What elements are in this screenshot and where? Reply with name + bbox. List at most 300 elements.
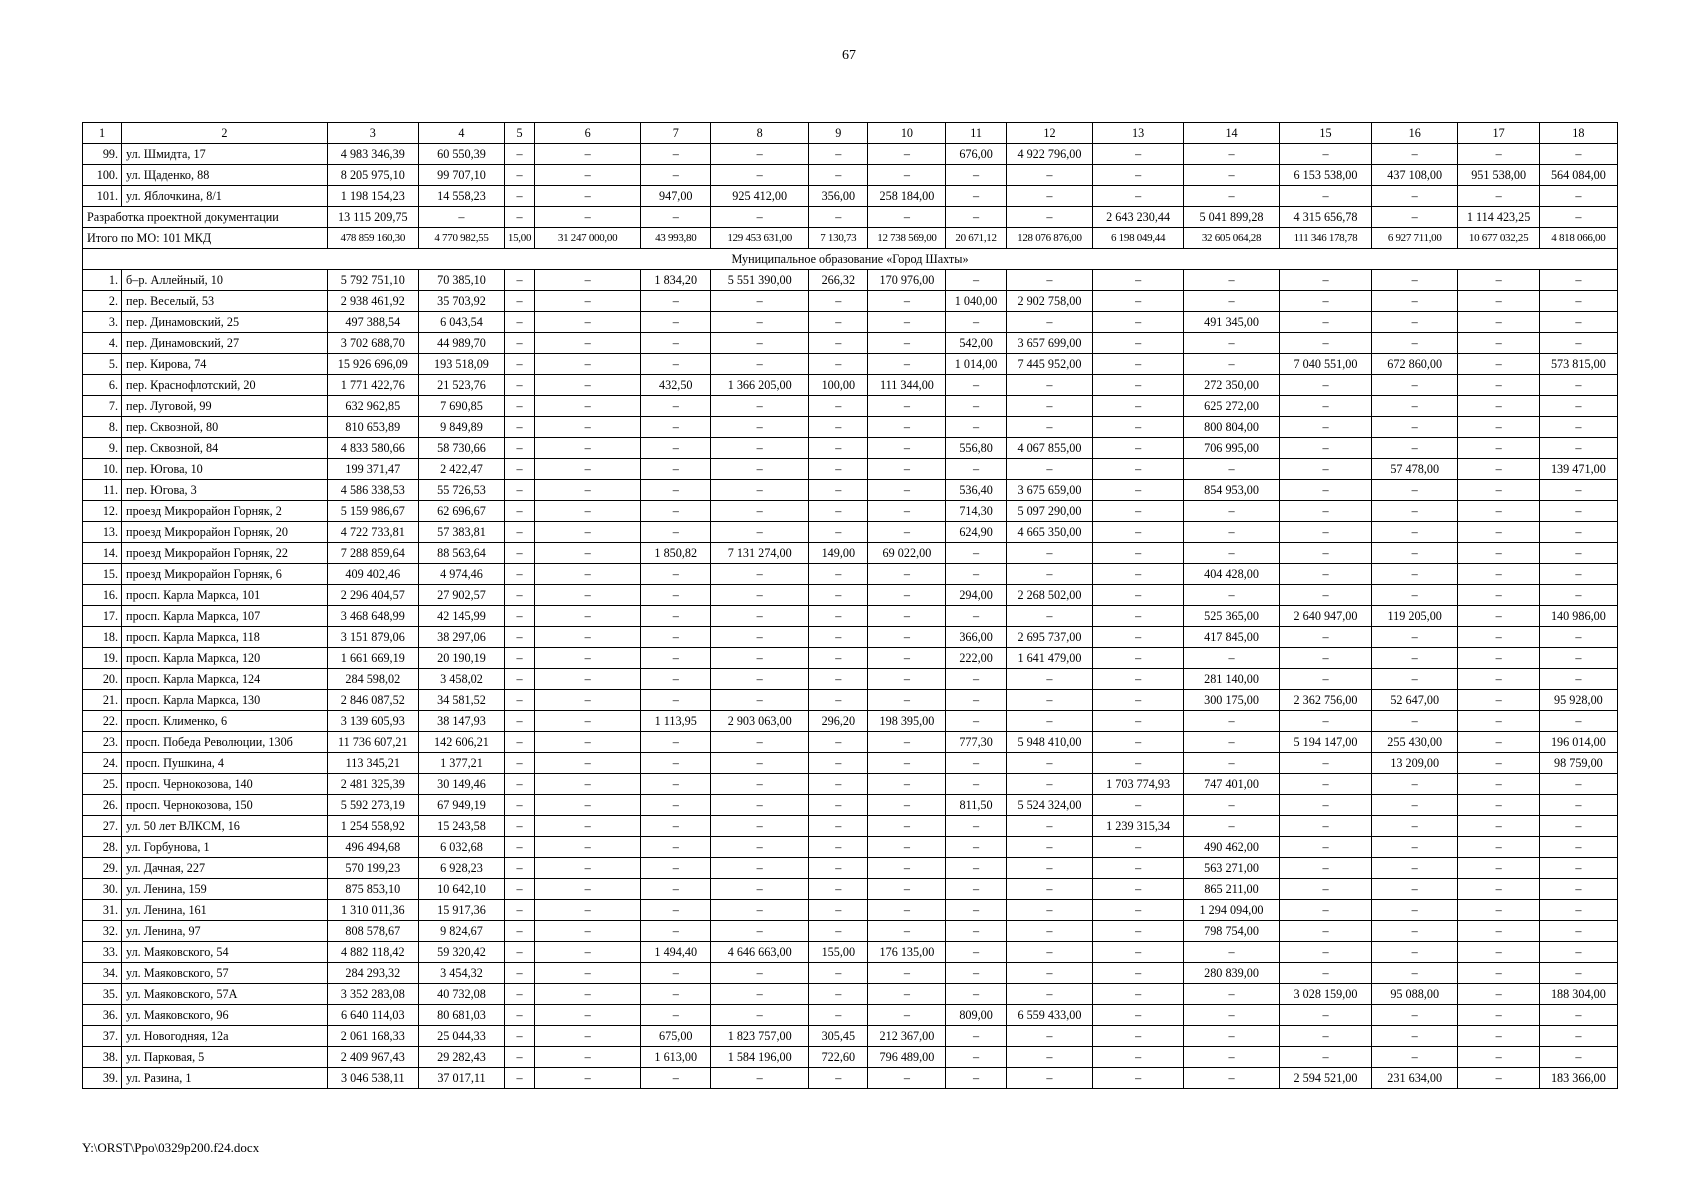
table-cell: 212 367,00 [868,1026,946,1047]
table-cell: 7 [641,123,711,144]
table-cell: 2 061 168,33 [327,1026,418,1047]
table-cell: – [711,585,809,606]
table-cell: – [505,144,535,165]
table-cell: 491 345,00 [1184,312,1280,333]
table-cell: – [1458,816,1539,837]
table-cell: – [1539,816,1617,837]
table-cell: 30. [83,879,122,900]
table-cell: 404 428,00 [1184,564,1280,585]
table-cell: – [809,921,868,942]
table-cell: – [505,984,535,1005]
table-cell: – [1280,564,1372,585]
table-cell: – [1093,333,1184,354]
table-cell: 30 149,46 [418,774,505,795]
table-cell: 155,00 [809,942,868,963]
table-cell: – [946,816,1006,837]
table-cell: 42 145,99 [418,606,505,627]
table-cell: 6 640 114,03 [327,1005,418,1026]
table-cell: – [641,480,711,501]
table-cell: – [1458,858,1539,879]
table-cell: 15 243,58 [418,816,505,837]
page-number: 67 [842,48,856,63]
table-cell: 675,00 [641,1026,711,1047]
table-cell: 409 402,46 [327,564,418,585]
table-cell: – [1371,942,1458,963]
table-row [83,984,1618,1005]
table-cell: – [711,732,809,753]
table-cell: – [505,963,535,984]
table-cell: – [1371,291,1458,312]
table-cell: – [711,753,809,774]
table-cell: – [1093,144,1184,165]
table-cell: проезд Микрорайон Горняк, 6 [122,564,328,585]
table-cell: – [534,900,641,921]
table-cell: – [868,879,946,900]
table-cell: – [809,648,868,669]
table-cell: – [641,753,711,774]
table-cell: – [809,984,868,1005]
table-cell: 747 401,00 [1184,774,1280,795]
table-cell: просп. Карла Маркса, 107 [122,606,328,627]
table-cell: 111 344,00 [868,375,946,396]
table-cell: 3 046 538,11 [327,1068,418,1089]
table-cell: – [1539,543,1617,564]
table-cell: – [1280,1005,1372,1026]
table-cell: – [534,459,641,480]
table-row [83,858,1618,879]
table-cell: – [946,459,1006,480]
table-cell: 4 770 982,55 [418,228,505,249]
table-row [83,774,1618,795]
table-cell: 5 551 390,00 [711,270,809,291]
table-cell: пер. Веселый, 53 [122,291,328,312]
table-cell: – [1093,795,1184,816]
table-cell: – [1184,984,1280,1005]
table-cell: – [809,837,868,858]
table-cell: – [1280,291,1372,312]
table-cell: 5 041 899,28 [1184,207,1280,228]
table-cell: – [1458,438,1539,459]
table-cell: – [1093,879,1184,900]
table-cell: 60 550,39 [418,144,505,165]
table-cell: – [711,837,809,858]
table-cell: просп. Победа Революции, 130б [122,732,328,753]
table-cell: 69 022,00 [868,543,946,564]
table-cell: – [505,1026,535,1047]
table-cell: – [505,690,535,711]
table-cell: – [1280,480,1372,501]
table-cell: – [1006,375,1093,396]
table-cell: – [1458,1068,1539,1089]
table-cell: 3. [83,312,122,333]
table-cell: – [1006,942,1093,963]
table-cell: 13 [1093,123,1184,144]
table-cell: – [946,312,1006,333]
table-cell: – [1458,648,1539,669]
table-cell: 24. [83,753,122,774]
table-cell: – [1280,585,1372,606]
table-cell: 43 993,80 [641,228,711,249]
table-cell: 2 362 756,00 [1280,690,1372,711]
table-cell: 9. [83,438,122,459]
table-cell: 2 846 087,52 [327,690,418,711]
table-cell: 9 [809,123,868,144]
table-cell: – [868,1005,946,1026]
table-cell: – [1184,354,1280,375]
table-cell: пер. Динамовский, 25 [122,312,328,333]
table-cell: – [809,816,868,837]
table-cell: – [809,774,868,795]
table-cell: – [711,648,809,669]
table-cell: 2 695 737,00 [1006,627,1093,648]
table-cell: 2 903 063,00 [711,711,809,732]
table-cell: просп. Пушкина, 4 [122,753,328,774]
table-cell: – [868,312,946,333]
table-cell: – [1280,879,1372,900]
table-cell: 294,00 [946,585,1006,606]
table-cell: – [868,648,946,669]
table-cell: – [946,1047,1006,1068]
table-cell: – [1371,963,1458,984]
table-cell: – [868,144,946,165]
table-cell: – [868,417,946,438]
table-cell: – [1006,396,1093,417]
table-cell: 4 983 346,39 [327,144,418,165]
table-cell: – [534,396,641,417]
table-cell: – [1539,396,1617,417]
table-cell: пер. Кирова, 74 [122,354,328,375]
table-cell: – [711,900,809,921]
table-cell: 951 538,00 [1458,165,1539,186]
table-cell: – [809,606,868,627]
table-cell: 20 190,19 [418,648,505,669]
table-cell: – [1184,522,1280,543]
table-cell: 1 014,00 [946,354,1006,375]
table-cell: – [641,291,711,312]
table-cell: – [1093,732,1184,753]
table-cell: 624,90 [946,522,1006,543]
table-cell: – [1280,396,1372,417]
table-cell: – [1458,144,1539,165]
table-cell: – [641,795,711,816]
table-cell: – [1371,585,1458,606]
design-row [83,207,1618,228]
table-cell: – [505,438,535,459]
table-cell: – [1458,543,1539,564]
table-cell: – [809,1068,868,1089]
table-cell: – [1539,564,1617,585]
table-cell: – [1539,207,1617,228]
table-cell: – [711,774,809,795]
table-cell: 7. [83,396,122,417]
table-cell: 573 815,00 [1539,354,1617,375]
table-cell: – [946,921,1006,942]
table-cell: – [1093,753,1184,774]
table-cell: – [1539,900,1617,921]
table-cell: – [1280,501,1372,522]
table-cell: 3 139 605,93 [327,711,418,732]
table-cell: 15 [1280,123,1372,144]
table-row [83,417,1618,438]
table-cell: 7 040 551,00 [1280,354,1372,375]
table-row [83,144,1618,165]
table-cell: 27. [83,816,122,837]
table-cell: – [641,354,711,375]
table-cell: – [1539,480,1617,501]
table-row [83,1068,1618,1089]
table-cell: – [1539,942,1617,963]
table-cell: – [1371,921,1458,942]
table-cell: – [1539,144,1617,165]
table-cell: – [1371,480,1458,501]
table-cell: пер. Луговой, 99 [122,396,328,417]
table-cell: 300 175,00 [1184,690,1280,711]
table-cell: 10 677 032,25 [1458,228,1539,249]
table-cell: – [711,459,809,480]
table-cell: – [1458,312,1539,333]
table-cell: – [1093,690,1184,711]
table-cell: 57 478,00 [1371,459,1458,480]
table-cell: – [809,333,868,354]
table-cell: 11 736 607,21 [327,732,418,753]
table-cell: 284 598,02 [327,669,418,690]
table-cell: – [1093,291,1184,312]
table-cell: – [1006,312,1093,333]
table-cell: – [1280,543,1372,564]
table-cell: 3 468 648,99 [327,606,418,627]
table-cell: 33. [83,942,122,963]
table-cell: 305,45 [809,1026,868,1047]
table-cell: – [1006,459,1093,480]
table-cell: – [1458,921,1539,942]
table-cell: 183 366,00 [1539,1068,1617,1089]
table-cell: – [1006,543,1093,564]
table-cell: – [1184,459,1280,480]
table-cell: – [809,312,868,333]
table-cell: ул. Ленина, 159 [122,879,328,900]
table-cell: – [1280,858,1372,879]
table-cell: – [809,459,868,480]
table-cell: – [1280,648,1372,669]
table-row [83,333,1618,354]
table-cell: – [534,312,641,333]
table-cell: проезд Микрорайон Горняк, 22 [122,543,328,564]
table-cell: – [505,291,535,312]
table-cell: – [534,1068,641,1089]
table-row [83,921,1618,942]
table-cell: 1 366 205,00 [711,375,809,396]
table-cell: – [1184,732,1280,753]
table-cell: – [1280,627,1372,648]
table-cell: – [505,354,535,375]
table-cell: – [1371,564,1458,585]
table-cell: – [1093,1068,1184,1089]
table-cell: – [1093,312,1184,333]
table-cell: – [1539,858,1617,879]
table-cell: – [534,1005,641,1026]
table-cell: – [641,207,711,228]
table-cell: – [1458,669,1539,690]
table-cell: 808 578,67 [327,921,418,942]
table-cell: – [946,270,1006,291]
table-cell: – [1371,795,1458,816]
table-cell: 255 430,00 [1371,732,1458,753]
table-cell: 88 563,64 [418,543,505,564]
table-cell: 21 523,76 [418,375,505,396]
table-cell: – [505,900,535,921]
table-cell: – [1093,963,1184,984]
table-cell: – [1184,144,1280,165]
data-table [82,122,1618,1089]
table-cell: – [1280,417,1372,438]
table-cell: – [534,627,641,648]
table-cell: 417 845,00 [1184,627,1280,648]
table-cell: 284 293,32 [327,963,418,984]
table-cell: – [534,522,641,543]
table-cell: – [641,522,711,543]
table-cell: 52 647,00 [1371,690,1458,711]
table-cell: – [809,690,868,711]
table-cell: 570 199,23 [327,858,418,879]
table-cell: – [505,543,535,564]
table-cell: – [1539,627,1617,648]
table-cell: – [641,648,711,669]
table-cell: 3 657 699,00 [1006,333,1093,354]
table-cell: 193 518,09 [418,354,505,375]
table-cell: – [1093,354,1184,375]
table-cell: – [711,312,809,333]
table-cell: – [1539,417,1617,438]
table-row [83,795,1618,816]
table-cell: – [1280,333,1372,354]
table-cell: ул. Маяковского, 57 [122,963,328,984]
table-cell: – [711,921,809,942]
table-cell: – [1093,648,1184,669]
table-cell: 1 377,21 [418,753,505,774]
table-cell: – [868,732,946,753]
table-cell: 258 184,00 [868,186,946,207]
table-cell: ул. Парковая, 5 [122,1047,328,1068]
table-cell: – [868,690,946,711]
table-cell: – [1184,270,1280,291]
table-cell: – [505,165,535,186]
table-cell: 798 754,00 [1184,921,1280,942]
table-row [83,438,1618,459]
table-cell: – [946,963,1006,984]
table-cell: 1 703 774,93 [1093,774,1184,795]
table-cell: – [1280,522,1372,543]
table-cell: – [1539,1047,1617,1068]
table-cell: – [534,354,641,375]
table-cell: – [505,816,535,837]
table-cell: 1 641 479,00 [1006,648,1093,669]
table-cell: – [711,606,809,627]
table-cell: 2 296 404,57 [327,585,418,606]
table-cell: – [809,522,868,543]
table-cell: – [505,753,535,774]
table-cell: – [1093,711,1184,732]
table-cell: – [868,858,946,879]
table-cell: ул. Дачная, 227 [122,858,328,879]
table-cell: 58 730,66 [418,438,505,459]
table-cell: – [1539,879,1617,900]
table-cell: – [711,417,809,438]
table-cell: 10 [868,123,946,144]
table-cell: – [534,795,641,816]
table-cell: – [534,753,641,774]
table-cell: – [505,417,535,438]
table-cell: – [809,858,868,879]
table-cell: – [534,732,641,753]
table-cell: 672 860,00 [1371,354,1458,375]
table-cell: 40 732,08 [418,984,505,1005]
table-cell: 32 605 064,28 [1184,228,1280,249]
table-cell: – [809,564,868,585]
table-cell: 706 995,00 [1184,438,1280,459]
table-cell: – [505,270,535,291]
table-cell: – [534,165,641,186]
table-cell: – [1006,921,1093,942]
table-cell: – [809,354,868,375]
table-cell: – [1539,774,1617,795]
table-cell: – [505,669,535,690]
table-cell: 198 395,00 [868,711,946,732]
table-cell: – [534,480,641,501]
table-cell: – [868,795,946,816]
table-cell: 20. [83,669,122,690]
table-cell: 9 824,67 [418,921,505,942]
table-cell: – [641,690,711,711]
table-cell: – [946,375,1006,396]
table-cell: – [868,564,946,585]
table-cell: – [1006,774,1093,795]
table-cell: – [505,1047,535,1068]
table-cell: – [1371,858,1458,879]
table-cell: 1 834,20 [641,270,711,291]
table-cell: 55 726,53 [418,480,505,501]
table-row [83,459,1618,480]
table-cell: – [809,963,868,984]
table-cell: – [1458,417,1539,438]
table-cell: 4. [83,333,122,354]
table-cell: – [1458,753,1539,774]
table-cell: – [1458,270,1539,291]
table-cell: 10. [83,459,122,480]
table-cell: 4 974,46 [418,564,505,585]
table-cell: – [868,774,946,795]
table-cell: 98 759,00 [1539,753,1617,774]
table-cell: – [868,396,946,417]
table-cell: – [1539,921,1617,942]
table-row [83,522,1618,543]
table-cell: 9 849,89 [418,417,505,438]
table-cell: – [1184,816,1280,837]
table-cell: 1 [83,123,122,144]
table-cell: 2 938 461,92 [327,291,418,312]
table-cell: – [1184,1005,1280,1026]
table-cell: – [1280,270,1372,291]
table-cell: Итого по МО: 101 МКД [83,228,328,249]
table-cell: 119 205,00 [1371,606,1458,627]
table-row [83,165,1618,186]
table-cell: 113 345,21 [327,753,418,774]
table-cell: – [1280,1047,1372,1068]
table-cell: – [868,669,946,690]
table-cell: – [534,207,641,228]
table-cell: – [1006,690,1093,711]
table-cell: – [1093,186,1184,207]
table-cell: 1 310 011,36 [327,900,418,921]
